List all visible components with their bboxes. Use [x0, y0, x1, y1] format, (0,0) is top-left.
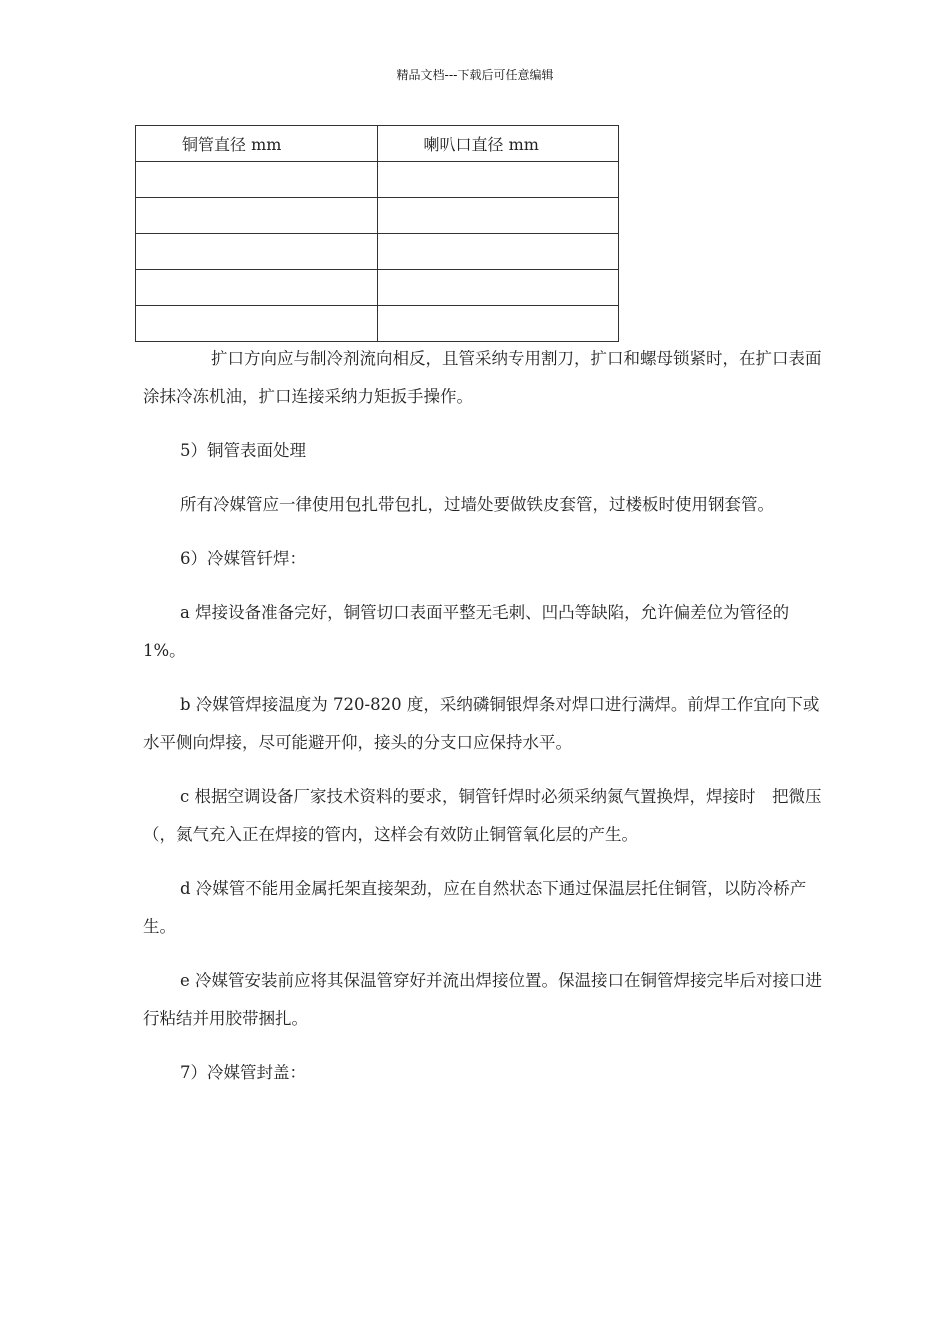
- table-header-row: [136, 126, 619, 162]
- table-cell: [136, 234, 378, 270]
- table-cell: [377, 306, 619, 342]
- heading-capping: 7）冷媒管封盖：: [180, 1063, 306, 1082]
- column-header-flare-diameter: 喇叭口直径 mm: [377, 126, 619, 162]
- table-row: [136, 234, 619, 270]
- paragraph-brazing-a: a 焊接设备准备完好，铜管切口表面平整无毛刺、凹凸等缺陷，允许偏差位为管径的 1%。: [143, 603, 795, 660]
- paragraph-brazing-e: e 冷媒管安装前应将其保温管穿好并流出焊接位置。保温接口在铜管焊接完毕后对接口进行粘结并用胶带捆扎。: [143, 971, 823, 1028]
- table-cell: [377, 162, 619, 198]
- table-cell: [136, 270, 378, 306]
- pipe-diameter-table: [135, 125, 619, 342]
- table-row: [136, 270, 619, 306]
- table-row: [136, 162, 619, 198]
- document-body: [143, 340, 823, 1092]
- heading-surface-treatment: 5）铜管表面处理: [180, 441, 306, 460]
- page-header: 精品文档---下载后可任意编辑: [396, 68, 554, 82]
- table-cell: [377, 234, 619, 270]
- paragraph-brazing-b: b 冷媒管焊接温度为 720-820 度，采纳磷铜银焊条对焊口进行满焊。前焊工作宜向下或水平侧向焊接，尽可能避开仰，接头的分支口应保持水平。: [143, 695, 820, 752]
- table-cell: [136, 162, 378, 198]
- heading-brazing: 6）冷媒管钎焊：: [180, 549, 306, 568]
- paragraph-brazing-c: c 根据空调设备厂家技术资料的要求，铜管钎焊时必须采纳氮气置换焊，焊接时 把微压（，氮气充入正在焊接的管内，这样会有效防止铜管氧化层的产生。: [143, 787, 822, 844]
- table-cell: [136, 306, 378, 342]
- table-cell: [377, 198, 619, 234]
- table-cell: [136, 198, 378, 234]
- table-row: [136, 306, 619, 342]
- table-cell: [377, 270, 619, 306]
- column-header-pipe-diameter: 铜管直径 mm: [136, 126, 378, 162]
- paragraph-wrapping: 所有冷媒管应一律使用包扎带包扎，过墙处要做铁皮套管，过楼板时使用钢套管。: [180, 495, 774, 514]
- table-row: [136, 198, 619, 234]
- paragraph-flare-direction: 扩口方向应与制冷剂流向相反，且管采纳专用割刀，扩口和螺母锁紧时，在扩口表面涂抹冷冻机油，扩口连接采纳力矩扳手操作。: [143, 349, 822, 406]
- paragraph-brazing-d: d 冷媒管不能用金属托架直接架劲，应在自然状态下通过保温层托住铜管，以防冷桥产生。: [143, 879, 807, 936]
